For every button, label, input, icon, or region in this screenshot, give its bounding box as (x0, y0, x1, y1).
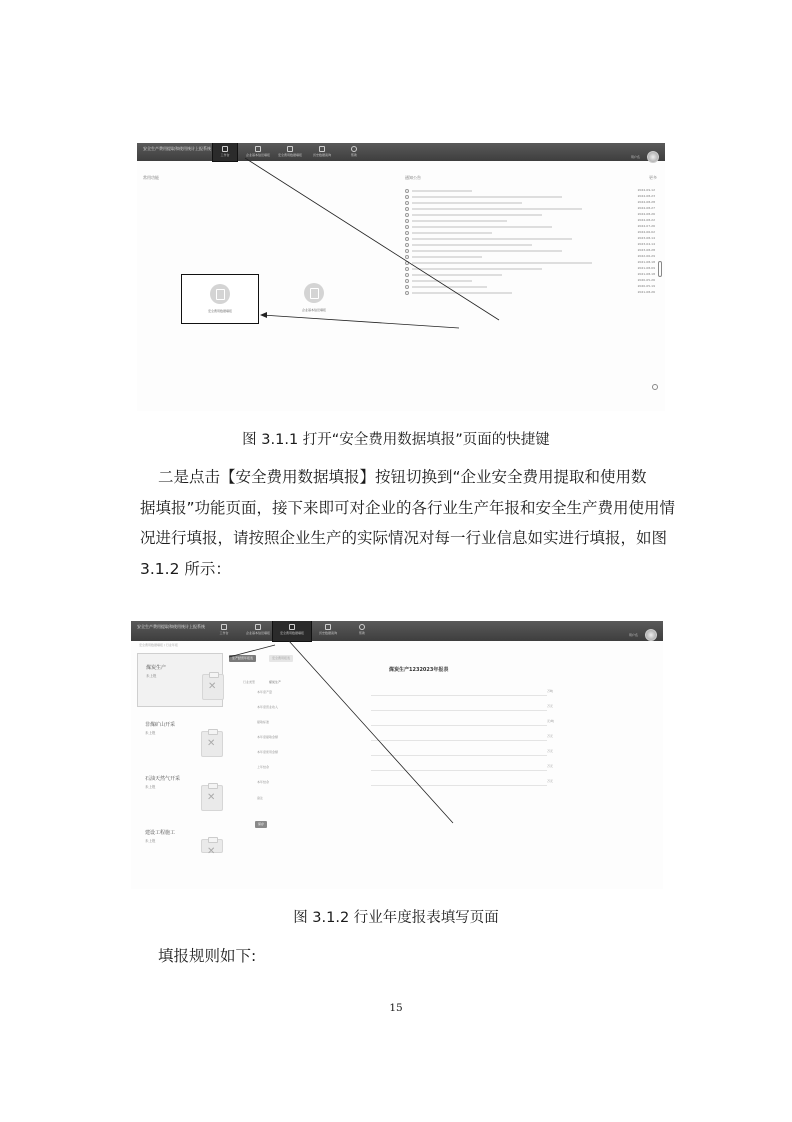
notice-date: 2024-08-26 (637, 212, 655, 216)
field-label: 本年度产量 (257, 690, 273, 694)
industry-status: 未上报 (145, 785, 156, 789)
notice-date: 2024-08-28 (637, 200, 655, 204)
field-unit: 元/吨 (547, 719, 555, 723)
nav-enterprise-info-label: 企业基本信息填报 (245, 153, 270, 157)
more-link[interactable]: 更多 (649, 175, 657, 180)
field-label: 本年度使用金额 (257, 750, 279, 754)
nav-help-label: 帮助 (350, 153, 357, 157)
industry-report-screenshot (131, 621, 663, 889)
field-label: 本年度提取金额 (257, 735, 279, 739)
nav-history-label: 历史数据查询 (318, 631, 337, 635)
industry-name: 非煤矿山开采 (145, 722, 176, 728)
notice-date: 2020-05-19 (637, 284, 655, 288)
save-button[interactable]: 保存 (255, 821, 267, 828)
nav-workbench-label: 工作台 (220, 153, 230, 157)
field-label: 提取标准 (257, 720, 270, 724)
notice-date: 2024-08-22 (637, 218, 655, 222)
tab-safety-fee-report[interactable]: 安全费用报表 (269, 655, 293, 662)
nav-safety-fee-report-label: 安全费用数据填报 (277, 153, 302, 157)
field-unit: 万吨 (547, 689, 554, 693)
notice-date: 2020-05-26 (637, 278, 655, 282)
paragraph-line: 据填报”功能页面，接下来即可对企业的各行业生产年报和安全生产费用使用情 (140, 498, 676, 517)
industry-name: 石油天然气开采 (145, 776, 181, 782)
notice-date: 2024-07-26 (637, 224, 655, 228)
field-label: 上年结余 (257, 765, 270, 769)
industry-name: 建设工程施工 (145, 830, 176, 836)
nav-enterprise-info-label: 企业基本信息填报 (245, 631, 270, 635)
form-title: 煤炭生产1232023年报表 (389, 667, 449, 673)
tab-production-report[interactable]: 生产经营年报表 (229, 655, 256, 662)
body-paragraph (140, 462, 678, 584)
nav-safety-fee-report-label: 安全费用数据填报 (279, 631, 304, 635)
shortcut-label: 企业基本信息填报 (301, 308, 326, 312)
section-label: 行业类型 (243, 680, 256, 684)
field-unit: 万元 (547, 704, 554, 708)
notice-date: 2024-08-27 (637, 206, 655, 210)
industry-status: 未上报 (145, 731, 156, 735)
annotation-arrows (137, 143, 665, 411)
industry-status: 未上报 (145, 839, 156, 843)
notice-panel-title: 通知公告 (405, 175, 421, 180)
app-title: 安全生产费用提取和使用统计上报系统 (137, 624, 205, 629)
annotation-line (229, 645, 275, 657)
notice-date: 2023-04-14 (637, 242, 655, 246)
notice-date: 2021-08-26 (637, 290, 655, 294)
field-unit: 万元 (547, 764, 554, 768)
field-label: 本年结余 (257, 780, 270, 784)
industry-status: 未上报 (146, 674, 157, 678)
notice-date: 2024-08-23 (637, 194, 655, 198)
shortcut-label: 安全费用数据填报 (207, 309, 232, 313)
notice-date: 2024-09-12 (637, 188, 655, 192)
field-unit: 万元 (547, 734, 554, 738)
user-name: 用户名 (628, 632, 638, 637)
field-label: 本年度营业收入 (257, 705, 279, 709)
annotation-arrows (131, 621, 663, 889)
remark-label: 备注 (257, 796, 264, 800)
notice-date: 2023-08-14 (637, 236, 655, 240)
nav-help-label: 帮助 (358, 631, 365, 635)
paragraph-line: 况进行填报，请按照企业生产的实际情况对每一行业信息如实进行填报，如图 (140, 529, 668, 547)
paragraph-line: 3.1.2 所示： (140, 559, 231, 578)
notice-date: 2021-08-09 (637, 266, 655, 270)
figure2-caption: 图 3.1.2 行业年度报表填写页面 (293, 910, 499, 926)
section-value: 煤炭生产 (269, 680, 282, 684)
annotation-line (289, 641, 453, 823)
breadcrumb: 安全费用数据填报 / 行业年报 (139, 643, 178, 647)
notice-date: 2022-06-29 (637, 254, 655, 258)
notice-date: 2023-08-28 (637, 248, 655, 252)
notice-date: 2021-08-18 (637, 260, 655, 264)
homepage-screenshot (137, 143, 665, 411)
arrowhead (260, 312, 267, 318)
annotation-line (262, 315, 459, 328)
notice-date: 2021-08-18 (637, 272, 655, 276)
figure1-caption: 图 3.1.1 打开“安全费用数据填报”页面的快捷键 (242, 432, 550, 448)
nav-workbench-label: 工作台 (219, 631, 229, 635)
paragraph-line: 二是点击【安全费用数据填报】按钮切换到“企业安全费用提取和使用数 (158, 468, 647, 486)
page-number: 15 (389, 1002, 403, 1014)
app-title: 安全生产费用提取和使用统计上报系统 (143, 146, 211, 151)
industry-name: 煤炭生产 (146, 665, 167, 671)
user-name: 用户名 (630, 154, 640, 159)
rules-heading: 填报规则如下: (158, 947, 257, 965)
nav-history-label: 历史数据查询 (312, 153, 331, 157)
field-unit: 万元 (547, 779, 554, 783)
field-unit: 万元 (547, 749, 554, 753)
common-functions-title: 常用功能 (143, 175, 159, 180)
annotation-line (245, 158, 499, 320)
notice-date: 2024-06-02 (637, 230, 655, 234)
